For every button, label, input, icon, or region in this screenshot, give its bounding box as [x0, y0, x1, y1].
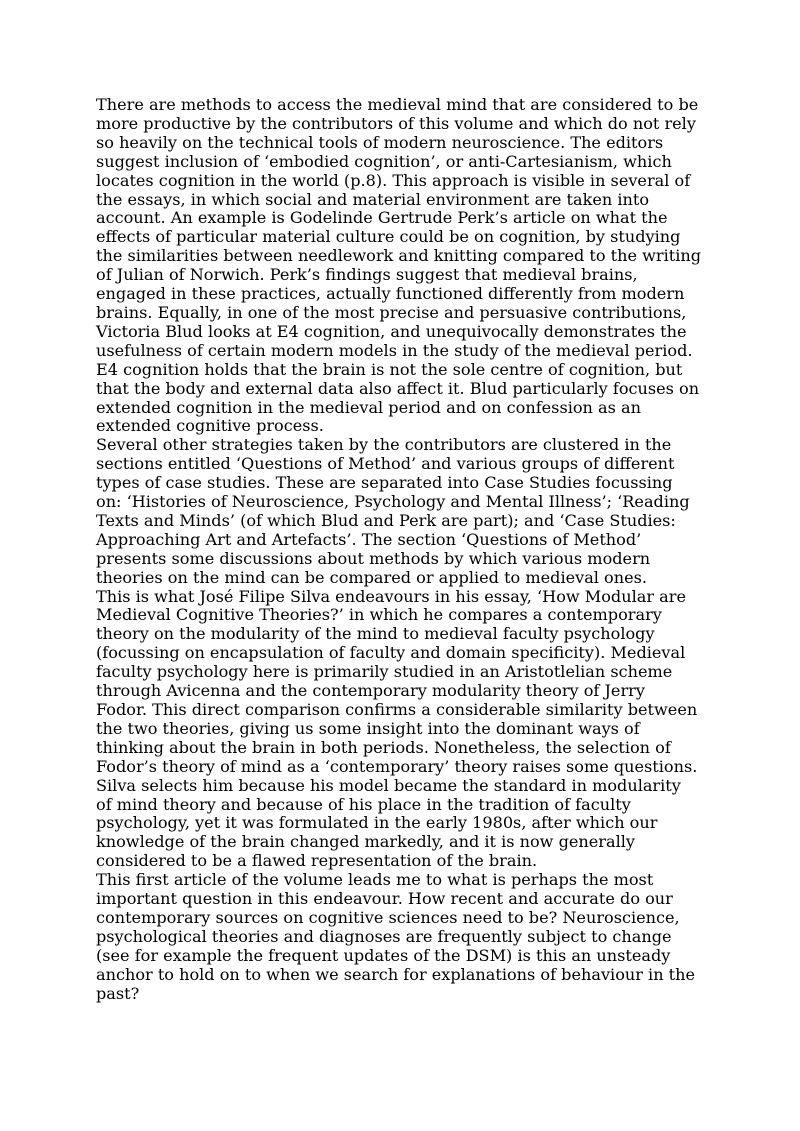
- text-line: This first article of the volume leads me to what is perhaps the most: [96, 870, 654, 890]
- text-line: This is what José Filipe Silva endeavours in his essay, ‘How Modular are: [96, 586, 686, 606]
- body-paragraph: [96, 436, 708, 587]
- text-line: presents some discussions about methods by which various modern: [96, 548, 651, 568]
- text-line: engaged in these practices, actually functioned differently from modern: [96, 284, 685, 304]
- text-line: faculty psychology here is primarily studied in an Aristotlelian scheme: [96, 662, 673, 682]
- text-line: so heavily on the technical tools of modern neuroscience. The editors: [96, 132, 664, 152]
- text-line: E4 cognition holds that the brain is not the sole centre of cognition, but: [96, 359, 683, 379]
- text-line: of Julian of Norwich. Perk’s findings suggest that medieval brains,: [96, 265, 638, 285]
- text-line: extended cognitive process.: [96, 416, 324, 436]
- text-line: contemporary sources on cognitive sciences need to be? Neuroscience,: [96, 907, 680, 927]
- text-line: (focussing on encapsulation of faculty and domain specificity). Medieval: [96, 643, 686, 663]
- text-line: important question in this endeavour. How recent and accurate do our: [96, 889, 673, 909]
- text-line: types of case studies. These are separated into Case Studies focussing: [96, 473, 673, 493]
- text-line: extended cognition in the medieval period and on confession as an: [96, 397, 641, 417]
- text-line: considered to be a flawed representation of the brain.: [96, 851, 538, 871]
- text-line: There are methods to access the medieval mind that are considered to be: [96, 95, 699, 114]
- text-line: that the body and external data also affect it. Blud particularly focuses on: [96, 378, 700, 398]
- body-paragraph: [96, 871, 708, 1003]
- text-line: usefulness of certain modern models in the study of the medieval period.: [96, 340, 693, 360]
- text-line: Several other strategies taken by the contributors are clustered in the: [96, 435, 672, 455]
- text-line: thinking about the brain in both periods. Nonetheless, the selection of: [96, 737, 671, 757]
- text-line: sections entitled ‘Questions of Method’ and various groups of different: [96, 454, 675, 474]
- document-page: [96, 96, 708, 1004]
- text-line: more productive by the contributors of this volume and which do not rely: [96, 113, 696, 133]
- body-paragraph: [96, 588, 708, 872]
- text-line: anchor to hold on to when we search for explanations of behaviour in the: [96, 964, 696, 984]
- text-line: through Avicenna and the contemporary modularity theory of Jerry: [96, 681, 645, 701]
- text-line: Fodor. This direct comparison confirms a considerable similarity between: [96, 700, 698, 719]
- text-line: knowledge of the brain changed markedly, and it is now generally: [96, 832, 635, 852]
- text-line: suggest inclusion of ‘embodied cognition’, or anti-Cartesianism, which: [96, 151, 672, 171]
- text-line: past?: [96, 983, 140, 1003]
- text-line: of mind theory and because of his place in the tradition of faculty: [96, 794, 631, 814]
- text-line: effects of particular material culture could be on cognition, by studying: [96, 227, 681, 247]
- text-line: brains. Equally, in one of the most precise and persuasive contributions,: [96, 302, 687, 322]
- text-line: the similarities between needlework and knitting compared to the writing: [96, 246, 702, 266]
- text-line: theory on the modularity of the mind to medieval faculty psychology: [96, 624, 655, 644]
- text-line: Medieval Cognitive Theories?’ in which he compares a contemporary: [96, 605, 662, 625]
- text-line: account. An example is Godelinde Gertrude Perk’s article on what the: [96, 208, 668, 228]
- text-line: Silva selects him because his model became the standard in modularity: [96, 775, 681, 795]
- text-line: the two theories, giving us some insight into the dominant ways of: [96, 718, 640, 738]
- text-line: psychology, yet it was formulated in the early 1980s, after which our: [96, 813, 658, 833]
- text-line: psychological theories and diagnoses are frequently subject to change: [96, 926, 672, 946]
- text-line: theories on the mind can be compared or applied to medieval ones.: [96, 567, 648, 587]
- text-line: Fodor’s theory of mind as a ‘contemporary’ theory raises some questions.: [96, 756, 698, 776]
- text-line: Texts and Minds’ (of which Blud and Perk are part); and ‘Case Studies:: [96, 510, 676, 530]
- text-line: on: ‘Histories of Neuroscience, Psychology and Mental Illness’; ‘Reading: [96, 492, 690, 512]
- text-line: Approaching Art and Artefacts’. The section ‘Questions of Method’: [96, 529, 642, 549]
- text-line: Victoria Blud looks at E4 cognition, and unequivocally demonstrates the: [96, 321, 687, 341]
- body-paragraph: [96, 96, 708, 436]
- text-line: locates cognition in the world (p.8). This approach is visible in several of: [96, 170, 691, 190]
- text-line: the essays, in which social and material environment are taken into: [96, 189, 650, 209]
- text-line: (see for example the frequent updates of the DSM) is this an unsteady: [96, 945, 671, 965]
